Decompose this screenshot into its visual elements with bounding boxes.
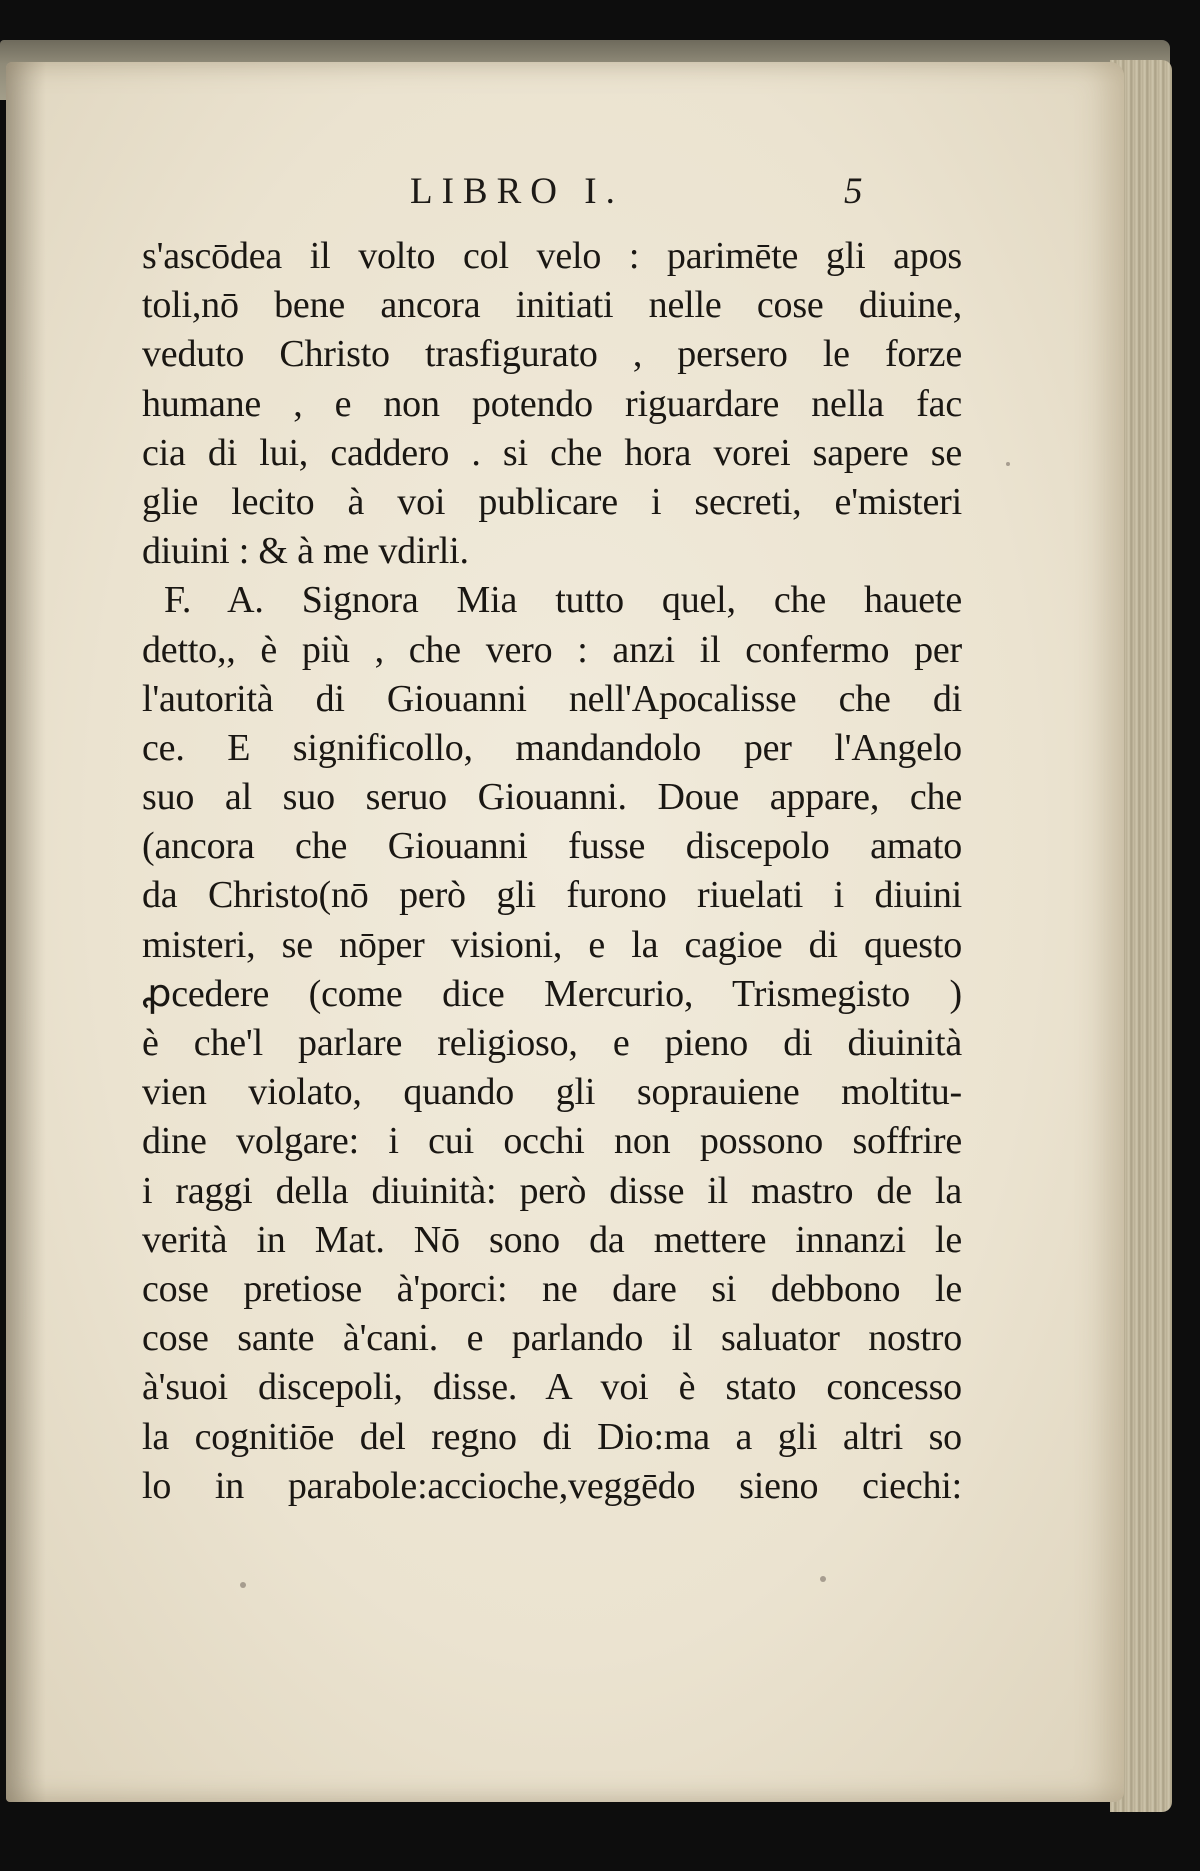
text-line: lo in parabole:accioche,veggēdo sieno ciechi: [142, 1464, 962, 1507]
running-head [6, 170, 1124, 220]
text-line: i raggi della diuinità: però disse il mastro de la [142, 1169, 962, 1212]
gutter-shadow [6, 62, 46, 1802]
page-number: 5 [844, 171, 863, 212]
text-line: diuini : & à me vdirli. [142, 530, 469, 573]
paper-speck [820, 1576, 826, 1582]
book-page [6, 62, 1124, 1802]
text-line: humane , e non potendo riguardare nella fac [142, 382, 962, 425]
text-line: l'autorità di Giouanni nell'Apocalisse che di [142, 677, 962, 720]
text-line: la cognitiōe del regno di Dio:ma a gli altri so [142, 1415, 962, 1458]
text-line: à'suoi discepoli, disse. A voi è stato concesso [142, 1366, 962, 1409]
text-line: vien violato, quando gli soprauiene moltitu- [142, 1071, 962, 1114]
text-line: da Christo(nō però gli furono riuelati i diuini [142, 874, 962, 917]
text-line: dine volgare: i cui occhi non possono soffrire [142, 1120, 962, 1163]
text-line: suo al suo seruo Giouanni. Doue appare, che [142, 776, 962, 819]
text-line: toli,nō bene ancora initiati nelle cose diuine, [142, 284, 962, 327]
text-line: detto,, è più , che vero : anzi il confermo per [142, 628, 962, 671]
text-line: è che'l parlare religioso, e pieno di diuinità [142, 1022, 962, 1064]
text-line: cia di lui, caddero . si che hora vorei sapere se [142, 431, 962, 474]
text-line: ꝓcedere (come dice Mercurio, Trismegisto ) [142, 972, 962, 1015]
paper-speck [1006, 462, 1010, 466]
text-line: ce. E significollo, mandandolo per l'Angelo [142, 726, 962, 769]
text-line: cose pretiose à'porci: ne dare si debbono le [142, 1267, 962, 1310]
text-line: s'ascōdea il volto col velo : parimēte gli apos [142, 235, 962, 277]
text-line: glie lecito à voi publicare i secreti, e'misteri [142, 480, 962, 523]
text-line: veduto Christo trasfigurato , persero le forze [142, 333, 962, 376]
text-line: (ancora che Giouanni fusse discepolo amato [142, 825, 962, 868]
text-line: verità in Mat. Nō sono da mettere innanzi le [142, 1218, 962, 1261]
body-text [142, 232, 962, 1511]
text-line: cose sante à'cani. e parlando il saluator nostro [142, 1317, 962, 1360]
text-line: misteri, se nōper visioni, e la cagioe di questo [142, 923, 962, 966]
paper-speck [240, 1582, 246, 1588]
running-head-title: LIBRO I. [410, 171, 624, 212]
text-line: F. A. Signora Mia tutto quel, che hauete [164, 579, 962, 622]
